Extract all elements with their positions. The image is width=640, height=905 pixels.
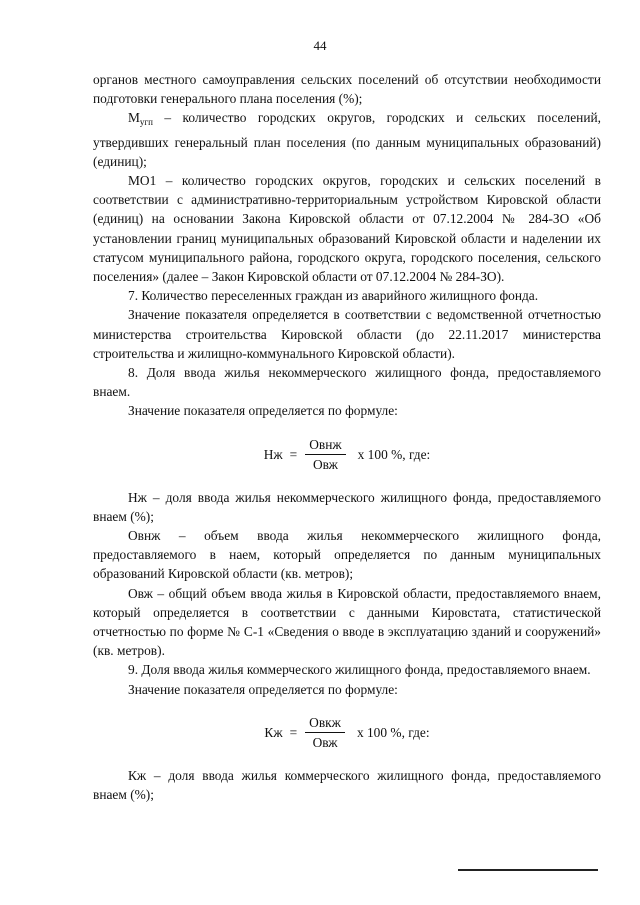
formula-kzh-fraction [305, 714, 345, 751]
document-body [93, 70, 601, 804]
formula-nzh-fraction [305, 436, 345, 473]
paragraph-7: Значение показателя определяется по формуле: [128, 403, 398, 419]
paragraph-13: Кж – доля ввода жилья коммерческого жилищного фонда, предоставляемого внаем (%); [93, 767, 601, 803]
signature-line [458, 869, 598, 871]
formula-nzh-rhs: х 100 %, где: [357, 447, 431, 463]
formula-kzh-lhs: Кж [264, 725, 283, 741]
paragraph-2 [93, 108, 601, 171]
symbol-m-subscript: угп [139, 117, 153, 128]
formula-nzh-denominator: Овж [313, 457, 338, 473]
formula-nzh-equals: = [289, 447, 298, 463]
paragraph-4: 7. Количество переселенных граждан из аварийного жилищного фонда. [128, 288, 539, 304]
paragraph-1: органов местного самоуправления сельских поселений об отсутствии необходимости подготовки генерального плана поселения (%); [93, 72, 601, 107]
paragraph-8: Нж – доля ввода жилья некоммерческого жилищного фонда, предоставляемого внаем (%); [93, 489, 601, 524]
formula-nzh-numerator: Овнж [305, 436, 345, 455]
formula-nzh-lhs: Нж [263, 447, 283, 463]
formula-kzh-numerator: Овкж [305, 714, 345, 733]
paragraph-9: Овнж – объем ввода жилья некоммерческого жилищного фонда, предоставляемого в наем, который определяется по данным муниципальных образований Кировской области (кв. метров); [93, 528, 601, 582]
formula-nzh [93, 430, 601, 480]
formula-kzh-equals: = [289, 725, 298, 741]
paragraph-5: Значение показателя определяется в соответствии с ведомственной отчетностью министерства строительства Кировской области (до 22.11.2017 министерства строительства и жилищно-коммунального Кировской области). [93, 307, 601, 361]
formula-kzh-rhs: х 100 %, где: [356, 725, 430, 741]
paragraph-10: Овж – общий объем ввода жилья в Кировской области, предоставляемого внаем, который определяется в соответствии с данными Кировстата, статистической отчетностью по форме № С-1 «Сведения о вводе в эксплуатацию зданий и сооружений» (кв. метров). [93, 585, 601, 659]
paragraph-11: 9. Доля ввода жилья коммерческого жилищного фонда, предоставляемого внаем. [128, 662, 591, 678]
paragraph-6: 8. Доля ввода жилья некоммерческого жилищного фонда, предоставляемого внаем. [93, 365, 601, 400]
formula-kzh-denominator: Овж [312, 735, 338, 751]
page-number: 44 [313, 38, 327, 53]
paragraph-2-text: – количество городских округов, городских и сельских поселений, утвердивших генеральный план поселения (по данным муниципальных образований) (единиц); [93, 110, 601, 169]
paragraph-12: Значение показателя определяется по формуле: [128, 681, 398, 697]
symbol-m: М [128, 110, 140, 126]
formula-kzh [93, 708, 601, 758]
paragraph-3: МО1 – количество городских округов, городских и сельских поселений в соответствии с административно-территориальным устройством Кировской области (единиц) на основании Закона Кировской области от 07.12.2004 № 284-ЗО «Об установлении границ муниципальных образований Кировской области и наделении их статусом муниципального района, городского округа, городского поселения, сельского поселения» (далее – Закон Кировской области от 07.12.2004 № 284-ЗО). [93, 173, 601, 285]
